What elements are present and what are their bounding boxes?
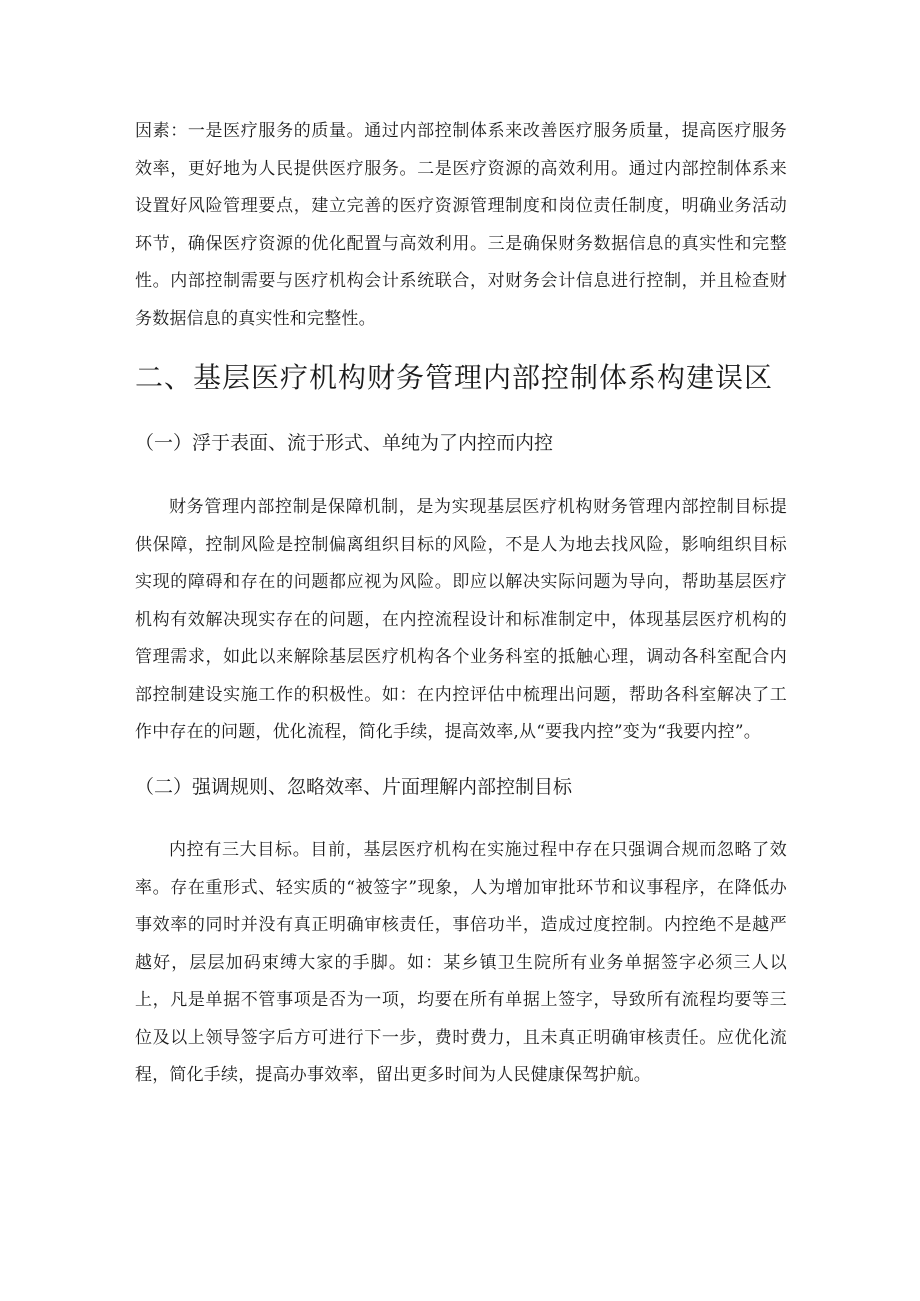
subsection-heading-2: （二）强调规则、忽略效率、片面理解内部控制目标: [135, 776, 573, 798]
subsection-heading-1: （一）浮于表面、流于形式、单纯为了内控而内控: [135, 432, 554, 454]
body-paragraph-1: 因素：一是医疗服务的质量。通过内部控制体系来改善医疗服务质量，提高医疗服务效率，更好地为人民提供医疗服务。二是医疗资源的高效利用。通过内部控制体系来设置好风险管理要点，建立完善的医疗资源管理制度和岗位责任制度，明确业务活动环节，确保医疗资源的优化配置与高效利用。三是确保财务数据信息的真实性和完整性。内部控制需要与医疗机构会计系统联合，对财务会计信息进行控制，并且检查财务数据信息的真实性和完整性。: [135, 121, 787, 329]
body-paragraph-3: 内控有三大目标。目前，基层医疗机构在实施过程中存在只强调合规而忽略了效率。存在重形式、轻实质的“被签字”现象，人为增加审批环节和议事程序，在降低办事效率的同时并没有真正明确审核责任，事倍功半，造成过度控制。内控绝不是越严越好，层层加码束缚大家的手脚。如：某乡镇卫生院所有业务单据签字必须三人以上，凡是单据不管事项是否为一项，均要在所有单据上签字，导致所有流程均要等三位及以上领导签字后方可进行下一步，费时费力，且未真正明确审核责任。应优化流程，简化手续，提高办事效率，留出更多时间为人民健康保驾护航。: [135, 840, 787, 1085]
section-heading: 二、基层医疗机构财务管理内部控制体系构建误区: [135, 361, 774, 394]
body-paragraph-2: 财务管理内部控制是保障机制，是为实现基层医疗机构财务管理内部控制目标提供保障，控制风险是控制偏离组织目标的风险，不是人为地去找风险，影响组织目标实现的障碍和存在的问题都应视为风险。即应以解决实际问题为导向，帮助基层医疗机构有效解决现实存在的问题，在内控流程设计和标准制定中，体现基层医疗机构的管理需求，如此以来解除基层医疗机构各个业务科室的抵触心理，调动各科室配合内部控制建设实施工作的积极性。如：在内控评估中梳理出问题，帮助各科室解决了工作中存在的问题，优化流程，简化手续，提高效率,从“要我内控”变为“我要内控”。: [135, 497, 787, 742]
